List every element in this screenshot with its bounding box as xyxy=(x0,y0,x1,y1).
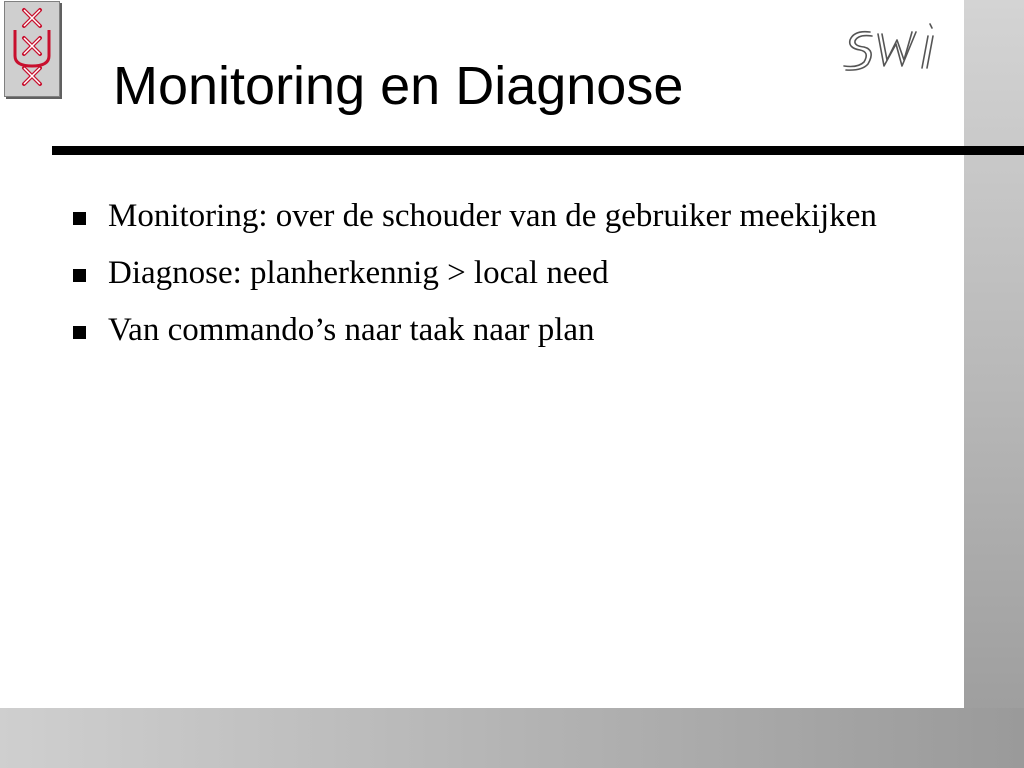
bullet-text: Van commando’s naar taak naar plan xyxy=(108,312,595,348)
bullet-item xyxy=(70,310,950,350)
swi-logo xyxy=(840,20,952,74)
bullet-item xyxy=(70,196,950,236)
right-gradient-bar xyxy=(964,0,1024,768)
bullet-item xyxy=(70,253,950,293)
slide-title: Monitoring en Diagnose xyxy=(113,56,684,116)
bullet-list xyxy=(70,196,950,367)
square-bullet-icon xyxy=(73,326,86,339)
university-shield-logo xyxy=(4,1,60,97)
bottom-gradient-bar xyxy=(0,708,1024,768)
square-bullet-icon xyxy=(73,269,86,282)
square-bullet-icon xyxy=(73,212,86,225)
bullet-text: Diagnose: planherkennig > local need xyxy=(108,255,609,291)
bullet-text: Monitoring: over de schouder van de gebruiker meekijken xyxy=(108,198,877,234)
title-divider xyxy=(52,146,1024,155)
